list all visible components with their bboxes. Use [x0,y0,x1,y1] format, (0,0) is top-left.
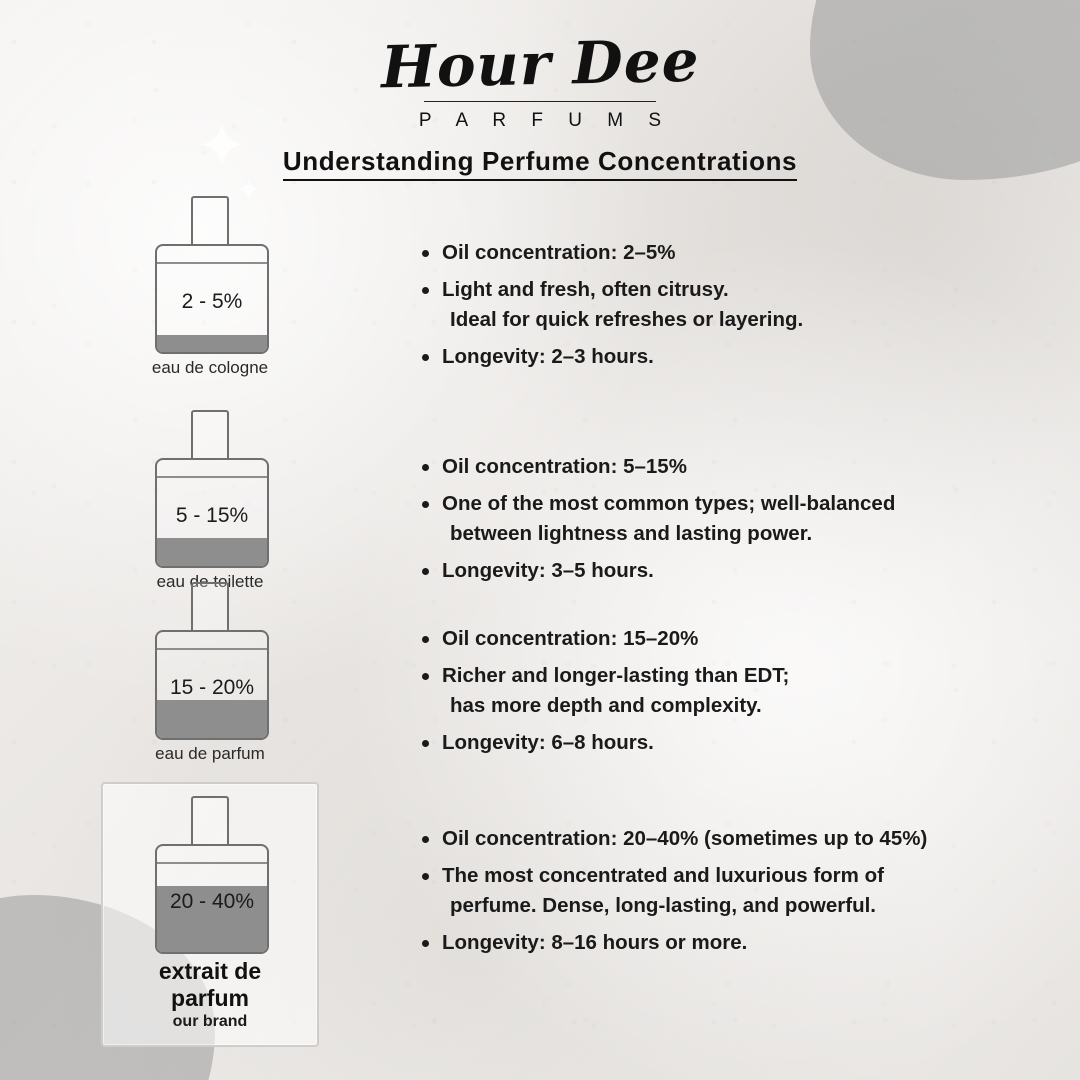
fact-item: One of the most common types; well-balanced [420,489,1020,519]
bottle-percent-label: 15 - 20% [169,676,255,699]
bottle-name-label: eau de parfum [155,744,265,763]
bottle-icon [155,196,265,348]
bottle-name-label: eau de cologne [151,358,269,377]
fact-item: Longevity: 2–3 hours. [420,342,1020,372]
bottle-percent-label: 2 - 5% [181,290,243,313]
bottle-shoulder-line [157,862,267,864]
fact-item: Longevity: 8–16 hours or more. [420,928,1020,958]
bottle-body [155,244,269,354]
fact-item-continuation: perfume. Dense, long-lasting, and powerful. [450,894,876,918]
bottle-eau-de-toilette [125,410,295,592]
brand-logo [0,26,1080,132]
brand-subtitle: P A R F U M S [418,109,672,131]
concentration-row [0,196,1080,396]
bottle-body [155,630,269,740]
bottle-icon [155,582,265,734]
bottle-eau-de-parfum [125,582,295,764]
brand-name: Hour Dee [380,26,700,102]
fact-item: Light and fresh, often citrusy. [420,275,1020,305]
bottle-percent-label: 5 - 15% [175,504,249,527]
bottle-percent-label: 20 - 40% [169,890,255,913]
page-title-text: Understanding Perfume Concentrations [283,146,797,181]
concentration-row [0,410,1080,610]
facts-list [420,196,1080,378]
brand-divider [424,101,656,102]
facts-list [420,410,1080,592]
bottle-cap [191,796,229,844]
facts-list [420,782,1080,964]
bottle-name-label: eau de toilette [156,572,264,591]
bottle-cap [191,410,229,458]
bottle-shoulder-line [157,648,267,650]
fact-item: Longevity: 3–5 hours. [420,556,1020,586]
fact-item-continuation: Ideal for quick refreshes or layering. [450,308,804,332]
fact-item: Richer and longer-lasting than EDT; [420,661,1020,691]
bottle-icon [155,410,265,562]
bottle-brand-tag: our brand [172,1013,248,1030]
sparkle-icon: ✦ [196,112,248,181]
fact-item: The most concentrated and luxurious form of [420,861,1020,891]
bottle-name-label: extrait de parfum [158,958,262,1011]
fact-item: Oil concentration: 15–20% [420,624,1020,654]
bottle-shoulder-line [157,262,267,264]
bottle-fill-level [157,538,267,566]
bottle-column [0,410,420,592]
bottle-extrait-de-parfum [101,782,319,1047]
bottle-column [0,196,420,378]
facts-list [420,582,1080,764]
bottle-column [0,782,420,1047]
bottle-column [0,582,420,764]
bottle-fill-level [157,700,267,738]
bottle-shoulder-line [157,476,267,478]
bottle-body [155,844,269,954]
concentration-row-highlighted [0,782,1080,1030]
page-title [0,146,1080,177]
bottle-fill-level [157,335,267,352]
bottle-eau-de-cologne [125,196,295,378]
bottle-cap [191,582,229,630]
fact-item-continuation: between lightness and lasting power. [450,522,813,546]
concentration-row [0,582,1080,782]
fact-item: Oil concentration: 2–5% [420,238,1020,268]
bottle-body [155,458,269,568]
fact-item: Longevity: 6–8 hours. [420,728,1020,758]
bottle-icon [155,796,265,948]
fact-item: Oil concentration: 5–15% [420,452,1020,482]
fact-item-continuation: has more depth and complexity. [450,694,762,718]
sparkle-icon: ✦ [236,174,262,207]
fact-item: Oil concentration: 20–40% (sometimes up to 45%) [420,824,1020,854]
bottle-cap [191,196,229,244]
